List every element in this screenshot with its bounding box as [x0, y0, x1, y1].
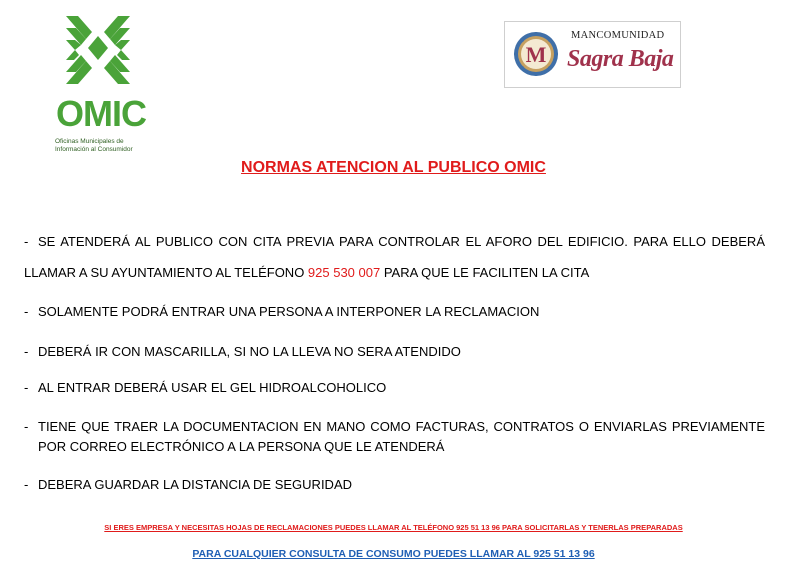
rule-line1: TIENE QUE TRAER LA DOCUMENTACION EN MANO COMO FACTURAS, CONTRATOS O ENVIARLAS PREVIAMENTE: [38, 419, 765, 434]
rule-item-cita-previa: [24, 226, 765, 288]
rule-line2: POR CORREO ELECTRÓNICO A LA PERSONA QUE LE ATENDERÁ: [38, 439, 445, 454]
mancomunidad-name: Sagra Baja: [567, 46, 674, 72]
mancomunidad-label: MANCOMUNIDAD: [571, 30, 665, 41]
rule-text: DEBERA GUARDAR LA DISTANCIA DE SEGURIDAD: [38, 477, 352, 492]
rule-dash: -: [24, 477, 29, 492]
omic-wordmark: OMIC: [56, 93, 146, 134]
rule-dash: -: [24, 344, 29, 359]
rule-text: SOLAMENTE PODRÁ ENTRAR UNA PERSONA A INTERPONER LA RECLAMACION: [38, 304, 540, 319]
omic-emblem-icon: [62, 12, 134, 88]
omic-subtitle: [55, 138, 133, 154]
rule-dash: -: [24, 234, 29, 249]
rule-text: AL ENTRAR DEBERÁ USAR EL GEL HIDROALCOHOLICO: [38, 380, 387, 395]
consumer-query-note: PARA CUALQUIER CONSULTA DE CONSUMO PUEDES LLAMAR AL 925 51 13 96: [192, 548, 595, 560]
mancomunidad-emblem-letter: M: [525, 42, 547, 67]
business-complaint-note: SI ERES EMPRESA Y NECESITAS HOJAS DE RECLAMACIONES PUEDES LLAMAR AL TELÉFONO 925 51 13 96 PARA SOLICITARLAS Y TENERLAS PREPARADAS: [104, 523, 683, 532]
rule-dash: -: [24, 304, 29, 319]
rule-dash: -: [24, 419, 29, 434]
page-title: NORMAS ATENCION AL PUBLICO OMIC: [241, 159, 546, 176]
rule-line2: [24, 257, 765, 288]
mancomunidad-logo: [504, 21, 681, 88]
rule-line2-after: PARA QUE LE FACILITEN LA CITA: [380, 265, 590, 280]
rule-text: [24, 226, 765, 288]
rule-item-gel: [24, 378, 765, 398]
rule-item-mascarilla: [24, 342, 765, 362]
rule-text: DEBERÁ IR CON MASCARILLA, SI NO LA LLEVA NO SERA ATENDIDO: [38, 344, 461, 359]
omic-subtitle-line1: Oficinas Municipales de: [55, 138, 124, 145]
rule-line1: SE ATENDERÁ AL PUBLICO CON CITA PREVIA PARA CONTROLAR EL AFORO DEL EDIFICIO. PARA ELLO DEBERÁ: [38, 234, 765, 249]
omic-logo: [50, 12, 160, 153]
rule-item-documentacion: [24, 417, 765, 457]
rule-line2-before: LLAMAR A SU AYUNTAMIENTO AL TELÉFONO: [24, 265, 308, 280]
phone-number: 925 530 007: [307, 265, 381, 280]
rule-item-una-persona: [24, 302, 765, 322]
omic-subtitle-line2: Información al Consumidor: [55, 146, 133, 153]
rule-dash: -: [24, 380, 29, 395]
rule-text: [38, 417, 765, 457]
rule-item-distancia: [24, 475, 765, 495]
mancomunidad-emblem-icon: [513, 31, 559, 77]
